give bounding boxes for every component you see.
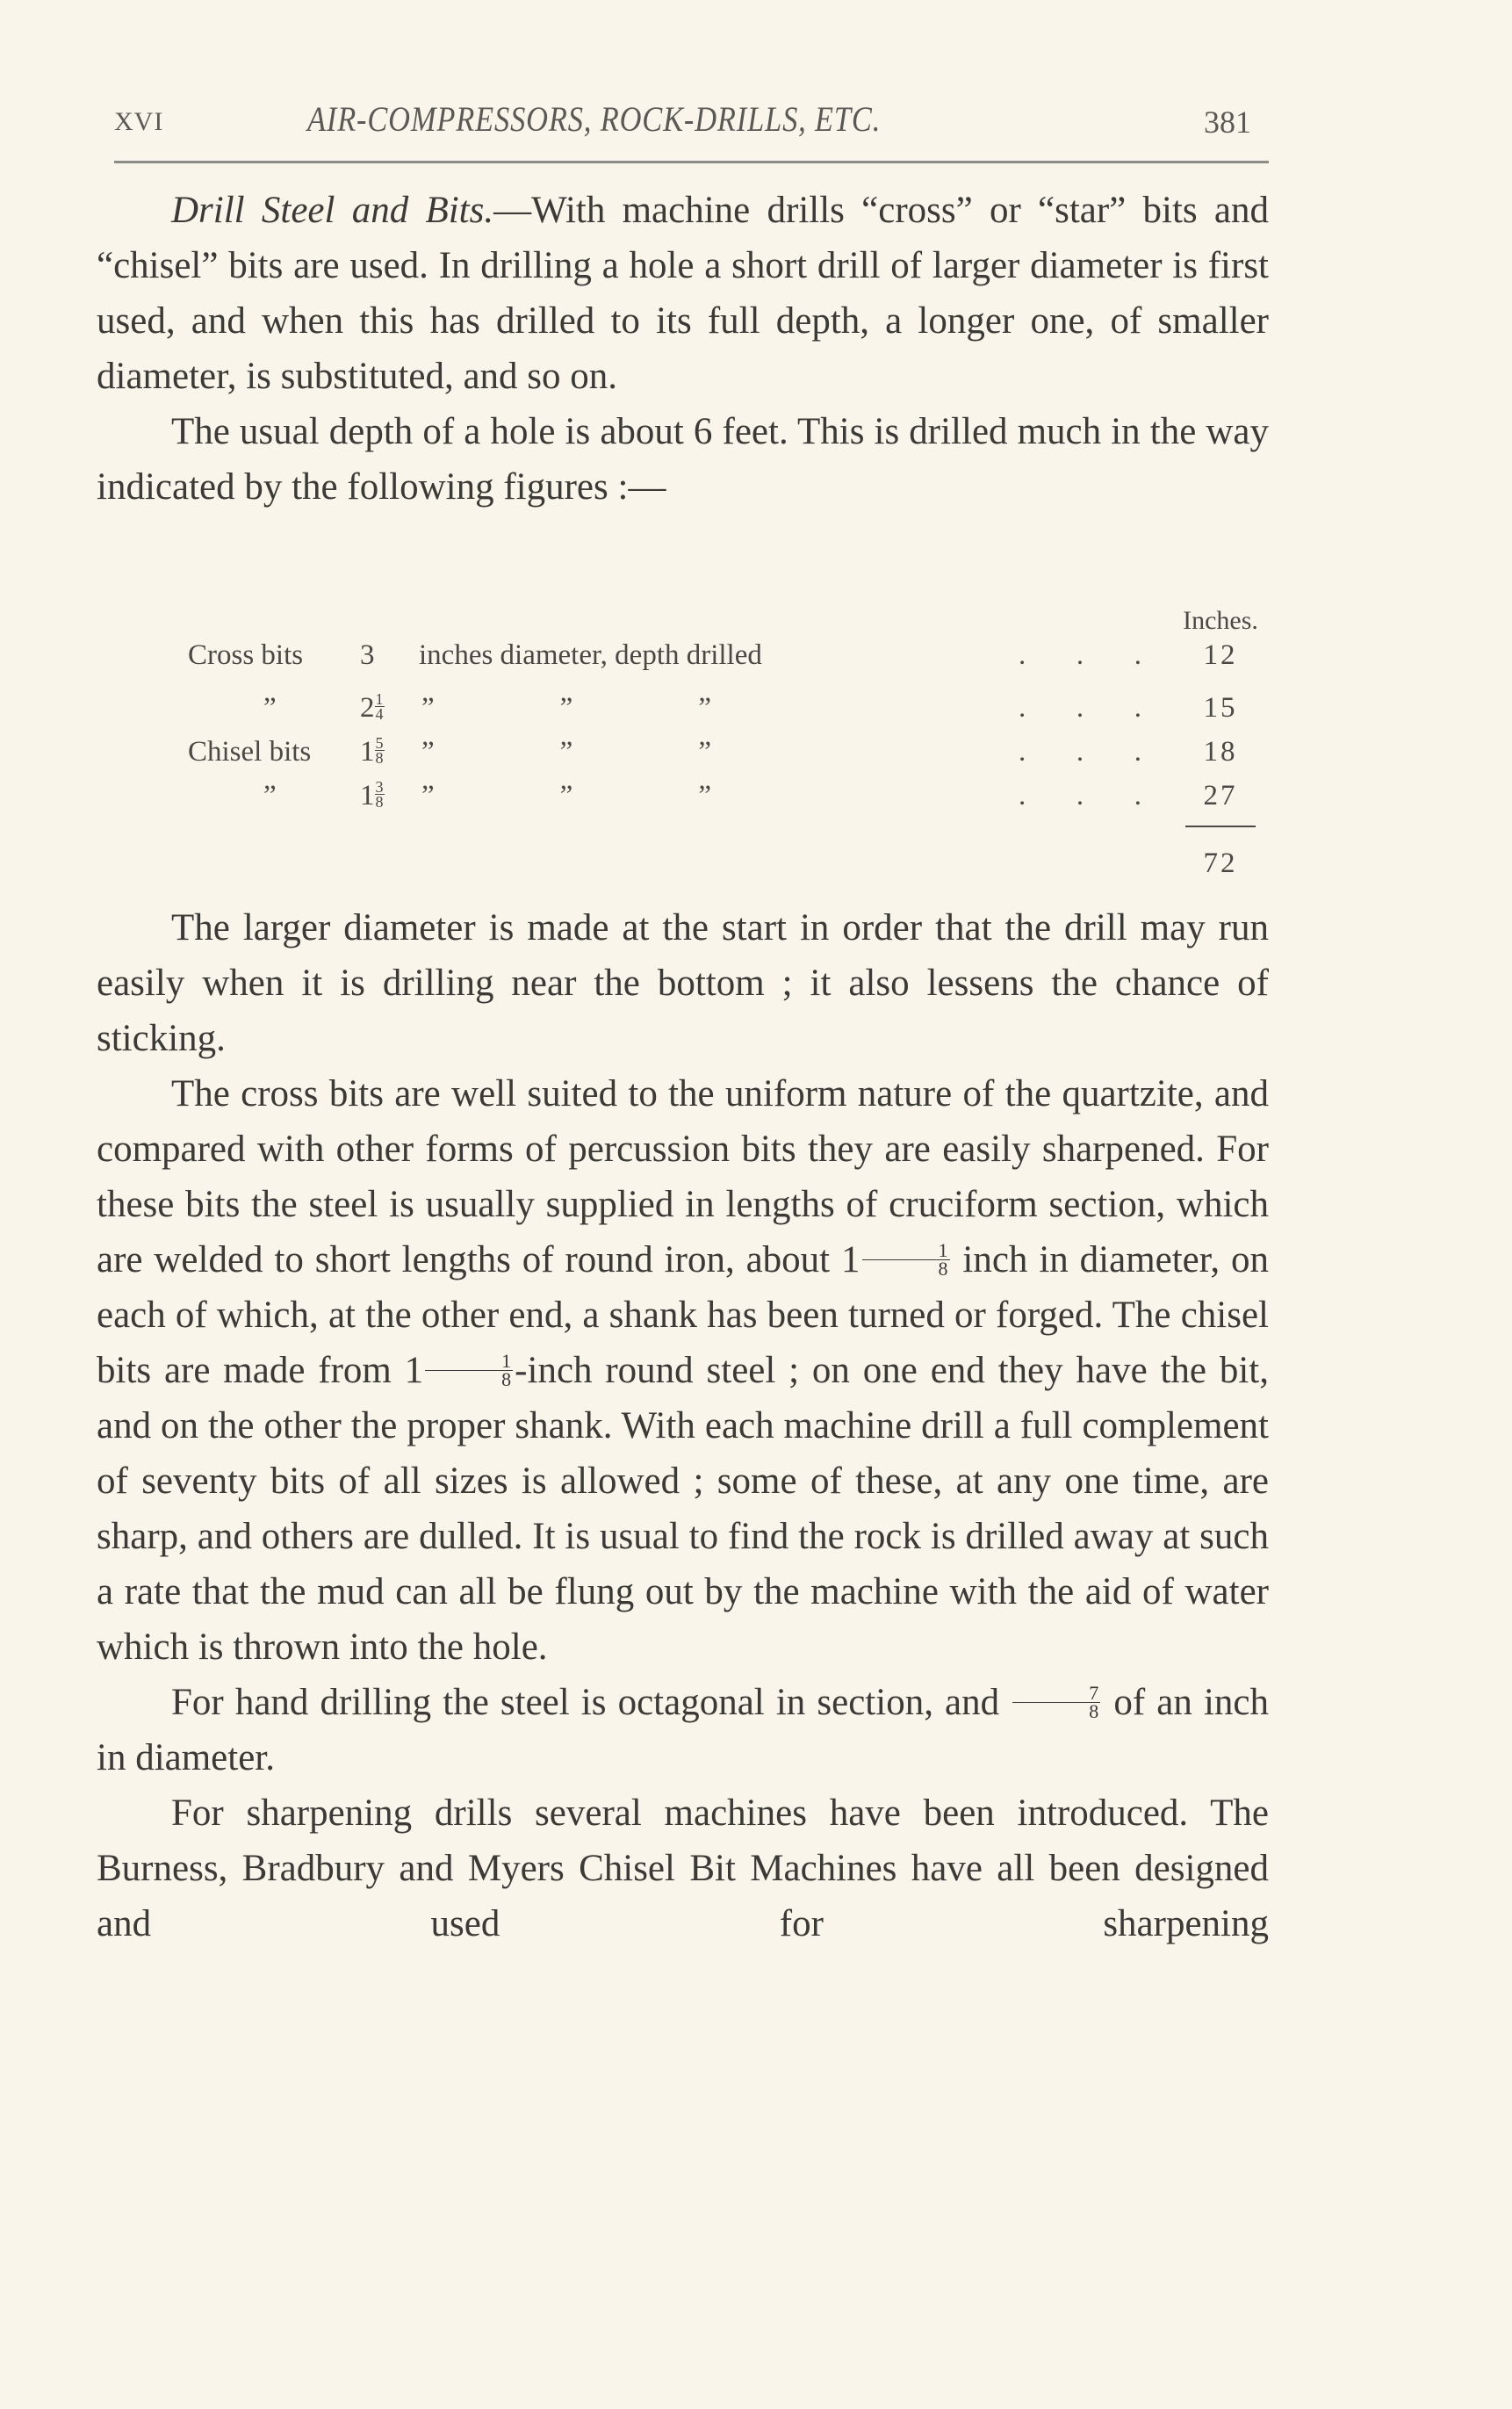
running-head xyxy=(97,98,1269,142)
paragraph-hand-drilling: For hand drilling the steel is octagonal in section, and $\frac{7}{8}$ of an inch in diameter. xyxy=(97,1681,1270,1778)
fraction-one-eighth: $\frac{1}{8}$ xyxy=(862,1242,950,1278)
body-text-top xyxy=(97,183,1269,515)
depth-total: 72 xyxy=(1203,847,1238,879)
bit-type: Chisel bits xyxy=(188,736,312,768)
leader-dots: . . . xyxy=(1019,780,1141,811)
ditto-marks: ” ” ” xyxy=(421,780,711,811)
paragraph-text: The usual depth of a hole is about 6 feet. This is drilled much in the way indicated by the following figures :— xyxy=(97,411,1269,508)
depth-value: 18 xyxy=(1203,736,1238,768)
table-row xyxy=(97,639,1269,683)
body-text-bottom xyxy=(97,900,1269,1951)
leader-dots: . . . xyxy=(1019,692,1141,724)
ditto-marks: ” ” ” xyxy=(421,692,711,724)
page-number: 381 xyxy=(1204,105,1251,140)
table-unit-header: Inches. xyxy=(1183,606,1258,635)
running-title: AIR-COMPRESSORS, ROCK-DRILLS, ETC. xyxy=(307,99,882,139)
depth-value: 15 xyxy=(1203,692,1238,724)
ditto-marks: ” ” ” xyxy=(421,736,711,768)
leader-dots: . . . xyxy=(1019,639,1141,671)
sum-rule xyxy=(1185,826,1256,827)
paragraph-drill-steel xyxy=(97,183,1269,404)
bit-type-ditto: ” xyxy=(263,692,277,724)
section-heading: Drill Steel and Bits. xyxy=(171,190,494,231)
depth-value: 27 xyxy=(1203,780,1238,811)
leader-dots: . . . xyxy=(1019,736,1141,768)
fraction-seven-eighths: $\frac{7}{8}$ xyxy=(1012,1684,1100,1720)
depth-table xyxy=(97,597,1269,896)
table-row xyxy=(97,733,1269,780)
fraction-one-eighth: $\frac{1}{8}$ xyxy=(425,1352,513,1388)
bit-diameter: 3 xyxy=(360,639,375,671)
paragraph-text: —With machine drills “cross” or “star” bits and “chisel” bits are used. In drilling a hole a short drill of larger diameter is first used, and when this has drilled to its full depth, a longer one, of smaller diameter, is substituted, and so on. xyxy=(97,190,1269,397)
header-rule xyxy=(114,161,1269,163)
paragraph-larger-diameter: The larger diameter is made at the start in order that the drill may run easily when it is drilling near the bottom ; it also lessens the chance of sticking. xyxy=(97,907,1269,1059)
bit-diameter: 1 $\frac{3}{8}$ xyxy=(360,777,384,811)
bit-diameter: 1 $\frac{5}{8}$ xyxy=(360,733,384,768)
bit-type: Cross bits xyxy=(188,639,304,671)
paragraph-usual-depth xyxy=(97,404,1269,515)
table-row xyxy=(97,689,1269,736)
bit-type-ditto: ” xyxy=(263,780,277,811)
paragraph-sharpening: For sharpening drills several machines have been introduced. The Burness, Bradbury and Myers Chisel Bit Machines have all been designed and used for sharpening xyxy=(97,1792,1269,1944)
depth-value: 12 xyxy=(1203,639,1238,671)
bit-diameter: 2 $\frac{1}{4}$ xyxy=(360,689,384,724)
table-row xyxy=(97,777,1269,824)
paragraph-cross-bits: The cross bits are well suited to the uniform nature of the quartzite, and compared with other forms of percussion bits they are easily sharpened. For these bits the steel is usually supplied in lengths of cruciform section, which are welded to short lengths of round iron, about 1 $\frac{1}{8}$ inch in diameter, on each of which, at the other end, a shank has been turned or forged. The chisel bits are made from 1 $\frac{1}{8}$ -inch round steel ; on one end they have the bit, and on the other the proper shank. With each machine drill a full complement of seventy bits of all sizes is allowed ; some of these, at any one time, are sharp, and others are dulled. It is usual to find the rock is drilled away at such a rate that the mud can all be flung out by the machine with the aid of water which is thrown into the hole. xyxy=(97,1073,1269,1668)
chapter-number: XVI xyxy=(114,107,164,136)
row-description: inches diameter, depth drilled xyxy=(419,639,762,671)
